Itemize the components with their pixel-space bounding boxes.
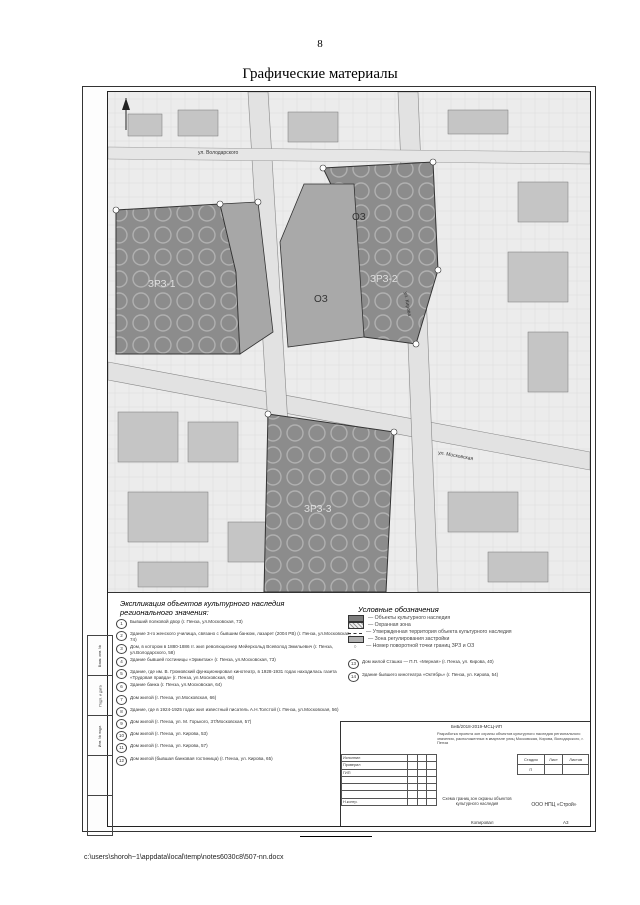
legend-text: — Объекты культурного наследия <box>368 615 451 621</box>
list-item <box>116 657 351 667</box>
item-text: Здание 3-го женского училища, связано с бывшим банком, лазарет (2004 РВ) (г. Пенза, ул.Московская, 74) <box>130 631 351 642</box>
page-title: Графические материалы <box>242 66 398 82</box>
item-number: 11 <box>116 743 127 753</box>
sheet-header: Листов <box>563 755 589 765</box>
item-text: Здание банка (г. Пенза, ул.Московская, 64) <box>130 682 222 688</box>
zone-label: ЗРЗ-2 <box>370 274 398 285</box>
list-item <box>116 682 351 692</box>
item-text: Дом, в котором в 1880-1886 гг. жил революционер Мейерхольд Всеволод Эмильевич (г. Пенза, ул.Володарского, 58) <box>130 644 333 655</box>
organization-name: ООО НПЦ «Строй» <box>531 802 577 808</box>
item-number: 6 <box>116 682 127 692</box>
item-text: Дом жилой (г. Пенза, ул.Московская, 66) <box>130 694 217 700</box>
item-number: 2 <box>116 631 127 641</box>
item-text: Дом жилой (г. Пенза, ул. Кирова, 53) <box>130 731 208 737</box>
strip-cell <box>88 756 113 796</box>
extra-list <box>348 659 584 685</box>
list-item <box>116 644 351 655</box>
item-text: Здание, где в 1924-1925 годах жил известный писатель А.Н.Толстой (г. Пенза, ул.Московская, 56) <box>130 706 339 712</box>
item-text: Дом жилой Сташко — П.П. «Мерная» (г. Пенза, ул. Кирова, 40) <box>362 659 494 664</box>
item-text: Бывший полковой двор (г. Пенза, ул.Московская, 73) <box>130 619 243 624</box>
list-item <box>116 619 351 629</box>
sheet-value: П <box>518 765 545 775</box>
zone-label: ОЗ <box>352 212 366 223</box>
project-description: Разработка проекта зон охраны объектов культурного наследия регионального значения, расположенных в квартале улиц Московская, Кирова, Володарского, г. Пенза <box>437 731 584 746</box>
hatch-swatch <box>348 622 364 629</box>
role-cell: Проверил <box>342 762 408 769</box>
point-swatch: ○ <box>353 644 357 650</box>
zone-label: ЗРЗ-1 <box>148 279 176 290</box>
strip-cell <box>88 796 113 836</box>
format-label: А3 <box>563 820 569 825</box>
legend-text: — Зона регулирования застройки <box>368 636 450 642</box>
list-item <box>116 731 351 741</box>
symbols-title: Условные обозначения <box>358 605 439 614</box>
item-number: 1 <box>116 619 127 629</box>
list-item <box>348 672 584 682</box>
item-number: 10 <box>116 731 127 741</box>
zone-zrz-1 <box>116 204 240 354</box>
file-path: c:\users\shoroh~1\appdata\local\temp\notes6030c8\507-nn.docx <box>84 854 284 861</box>
item-number: 4 <box>116 657 127 667</box>
sheet-info <box>517 754 589 775</box>
item-number: 12 <box>116 756 127 766</box>
legend-text: — Номер поворотной точки границ ЗРЗ и ОЗ <box>366 643 475 649</box>
item-number: 3 <box>116 644 127 654</box>
sheet-value <box>544 765 563 775</box>
list-item <box>116 707 351 717</box>
item-number: 7 <box>116 695 127 705</box>
dark-fill-swatch <box>348 615 364 622</box>
zone-zrz-3 <box>264 414 394 592</box>
item-number: 5 <box>116 669 127 679</box>
item-text: Дом жилой (бывшая банковая гостиница) (г. Пенза, ул. Кирова, 65) <box>130 755 273 761</box>
explication-title: Экспликация объектов культурного наследия регионального значения: <box>120 599 285 617</box>
legend-text: — Утвержденная территория объекта культурного наследия <box>366 629 512 635</box>
zone-label: ОЗ <box>314 294 328 305</box>
legend-entry <box>348 636 584 643</box>
page-number: 8 <box>317 38 323 50</box>
list-item <box>116 631 351 642</box>
list-item <box>348 659 584 669</box>
legend-area <box>108 592 590 827</box>
grey-fill-swatch <box>348 636 364 643</box>
item-number: 13 <box>348 659 359 669</box>
dashed-line-swatch <box>348 631 362 634</box>
site-map[interactable] <box>108 92 590 592</box>
legend-entry <box>348 643 584 650</box>
item-text: Здание, где им. В. Громовский функционировал кинотеатр, в 1928-1931 годах находилась газета «Трудовая правда» (г. Пенза, ул.Московская, 66) <box>130 669 337 680</box>
zone-label: ЗРЗ-3 <box>304 504 332 515</box>
role-cell: Н.контр. <box>342 798 408 805</box>
copied-label: Копировал <box>471 820 494 825</box>
sheet-header: Лист <box>544 755 563 765</box>
street-label: ул. Володарского <box>198 150 239 156</box>
role-cell <box>342 776 408 783</box>
item-number: 9 <box>116 719 127 729</box>
list-item <box>116 695 351 705</box>
drawing-frame <box>107 91 591 827</box>
strip-cell: Подп. и дата <box>88 676 113 716</box>
list-item <box>116 669 351 680</box>
strip-cell: Взам. инв. № <box>88 636 113 676</box>
item-text: Дом жилой (г. Пенза, ул. М. Горького, 37/Московская, 57) <box>130 718 252 724</box>
list-item <box>116 743 351 753</box>
sheet-value <box>563 765 589 775</box>
document-code: БнБ/2018-2019-МСЦ-ИП <box>451 724 502 729</box>
explication-list <box>116 619 351 768</box>
role-cell: Исполнил <box>342 755 408 762</box>
item-number: 8 <box>116 707 127 717</box>
sheet-header: Стадия <box>518 755 545 765</box>
street-label: ул. Московская <box>437 450 474 463</box>
legend-text: — Охранная зона <box>368 622 411 628</box>
street-label: ул. Кирова <box>402 291 413 317</box>
signature-grid <box>341 754 437 826</box>
legend-entry <box>348 622 584 629</box>
item-text: Здание бывшего кинотеатра «Октябрь» (г. Пенза, ул. Кирова, 54) <box>362 672 499 677</box>
strip-cell: Инв. № подл. <box>88 716 113 756</box>
symbols-list <box>348 615 584 650</box>
footnote-separator <box>300 836 372 837</box>
side-strip <box>87 635 105 825</box>
list-item <box>116 756 351 766</box>
scheme-title: Схема границ зон охраны объектов культурного наследия <box>442 796 512 806</box>
legend-entry <box>348 615 584 622</box>
item-text: Дом жилой (г. Пенза, ул. Кирова, 57) <box>130 743 208 749</box>
item-number: 14 <box>348 672 359 682</box>
title-block <box>340 721 591 827</box>
role-cell: ГИП <box>342 769 408 776</box>
drawing-sheet <box>82 86 596 832</box>
list-item <box>116 719 351 729</box>
legend-entry <box>348 629 584 636</box>
item-text: Здание бывшей гостиницы «Эрмитаж» (г. Пенза, ул.Московская, 73) <box>130 657 276 663</box>
